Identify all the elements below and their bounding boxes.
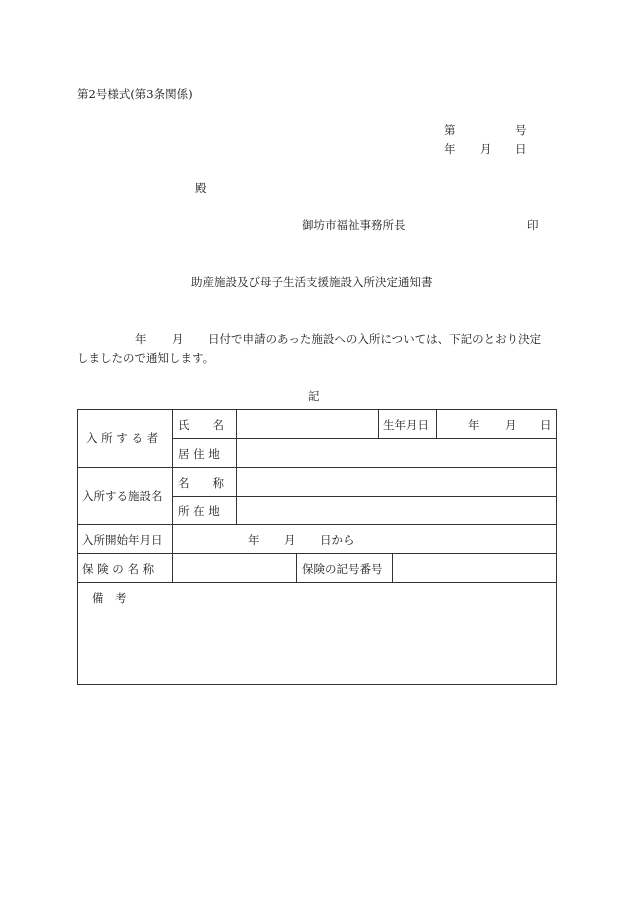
facility-name-label: 名 称 — [178, 476, 224, 490]
body-text-line1: 日付で申請のあった施設への入所については、下記のとおり決定 — [208, 332, 542, 346]
body-year: 年 — [135, 332, 147, 346]
birthdate-year: 年 — [468, 418, 480, 432]
issue-date-day: 日 — [515, 142, 527, 156]
body-text-line2: しましたので通知します。 — [77, 351, 215, 365]
start-date-month: 月 — [284, 533, 296, 547]
notes-heading: 記 — [308, 389, 320, 403]
table-rule — [77, 409, 78, 685]
issue-date-month: 月 — [480, 142, 492, 156]
table-rule — [172, 409, 173, 582]
birthdate-month: 月 — [505, 418, 517, 432]
body-month: 月 — [172, 332, 184, 346]
table-rule — [77, 409, 557, 410]
table-rule — [378, 409, 379, 438]
table-rule — [236, 409, 237, 524]
birthdate-day: 日 — [540, 418, 552, 432]
insurance-number-label: 保険の記号番号 — [302, 562, 383, 576]
table-rule — [172, 496, 557, 497]
document-number-suffix: 号 — [515, 123, 527, 137]
table-rule — [77, 467, 557, 468]
remarks-label: 備 考 — [92, 591, 127, 605]
start-date-day-suffix: 日から — [320, 533, 355, 547]
residence-label: 居 住 地 — [178, 447, 220, 461]
person-label: 入 所 す る 者 — [86, 431, 159, 445]
document-number-label: 第 — [444, 123, 456, 137]
table-rule — [77, 553, 557, 554]
details-table — [77, 409, 557, 685]
insurance-name-label: 保 険 の 名 称 — [82, 562, 155, 576]
facility-location-label: 所 在 地 — [178, 504, 220, 518]
table-rule — [77, 582, 557, 583]
table-rule — [77, 524, 557, 525]
table-rule — [392, 553, 393, 582]
birthdate-label: 生年月日 — [383, 418, 429, 432]
table-rule — [77, 684, 557, 685]
facility-label: 入所する施設名 — [82, 489, 163, 503]
issuer-name: 御坊市福祉事務所長 — [302, 218, 406, 232]
seal-label: 印 — [527, 218, 539, 232]
table-rule — [296, 553, 297, 582]
table-rule — [556, 409, 557, 685]
issue-date-year: 年 — [444, 142, 456, 156]
addressee-honorific: 殿 — [195, 181, 207, 195]
start-date-label: 入所開始年月日 — [82, 533, 163, 547]
document-title: 助産施設及び母子生活支援施設入所決定通知書 — [191, 275, 433, 289]
table-rule — [436, 409, 437, 438]
name-label: 氏 名 — [178, 418, 224, 432]
form-number: 第2号様式(第3条関係) — [77, 87, 193, 101]
table-rule — [172, 438, 557, 439]
start-date-year: 年 — [248, 533, 260, 547]
